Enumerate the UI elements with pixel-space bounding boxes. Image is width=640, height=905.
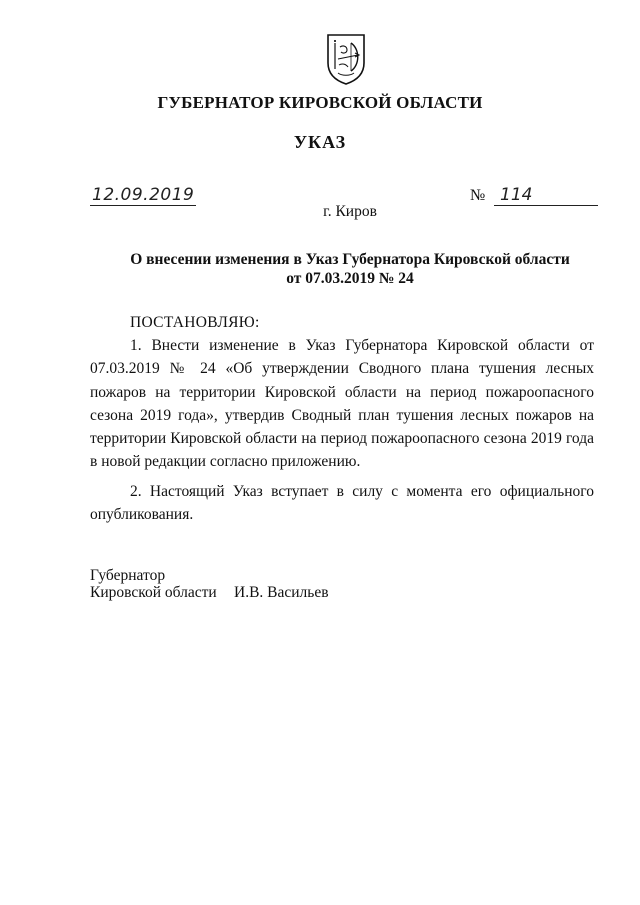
number-value: 114	[500, 185, 533, 205]
signatory-title: Губернатор	[90, 567, 166, 584]
city-name: г. Киров	[323, 203, 377, 220]
paragraph-2: 2. Настоящий Указ вступает в силу с момента его официального опубликования.	[90, 483, 594, 524]
issuing-authority: ГУБЕРНАТОР КИРОВСКОЙ ОБЛАСТИ	[157, 93, 483, 112]
subject-line-2: от 07.03.2019 № 24	[286, 270, 414, 287]
subject-line-1: О внесении изменения в Указ Губернатора Кировской области	[130, 251, 570, 268]
document-subject	[0, 250, 640, 288]
signatory-region: Кировской области	[90, 584, 217, 601]
date-value: 12.09.2019	[92, 185, 195, 205]
order-word: ПОСТАНОВЛЯЮ:	[130, 314, 260, 331]
document-type: УКАЗ	[293, 132, 347, 152]
number-sign: №	[470, 187, 486, 204]
paragraph-1: 1. Внести изменение в Указ Губернатора Кировской области от 07.03.2019 № 24 «Об утверждении Сводного плана тушения лесных пожаров на территории Кировской области на период пожароопасного сезона 2019 года», утвердив Сводный план тушения лесных пожаров на территории Кировской области на период пожароопасного сезона 2019 года в новой редакции согласно приложению.	[90, 337, 594, 471]
signatory-name: И.В. Васильев	[234, 584, 329, 601]
kirov-oblast-coat-of-arms-icon	[324, 33, 368, 85]
